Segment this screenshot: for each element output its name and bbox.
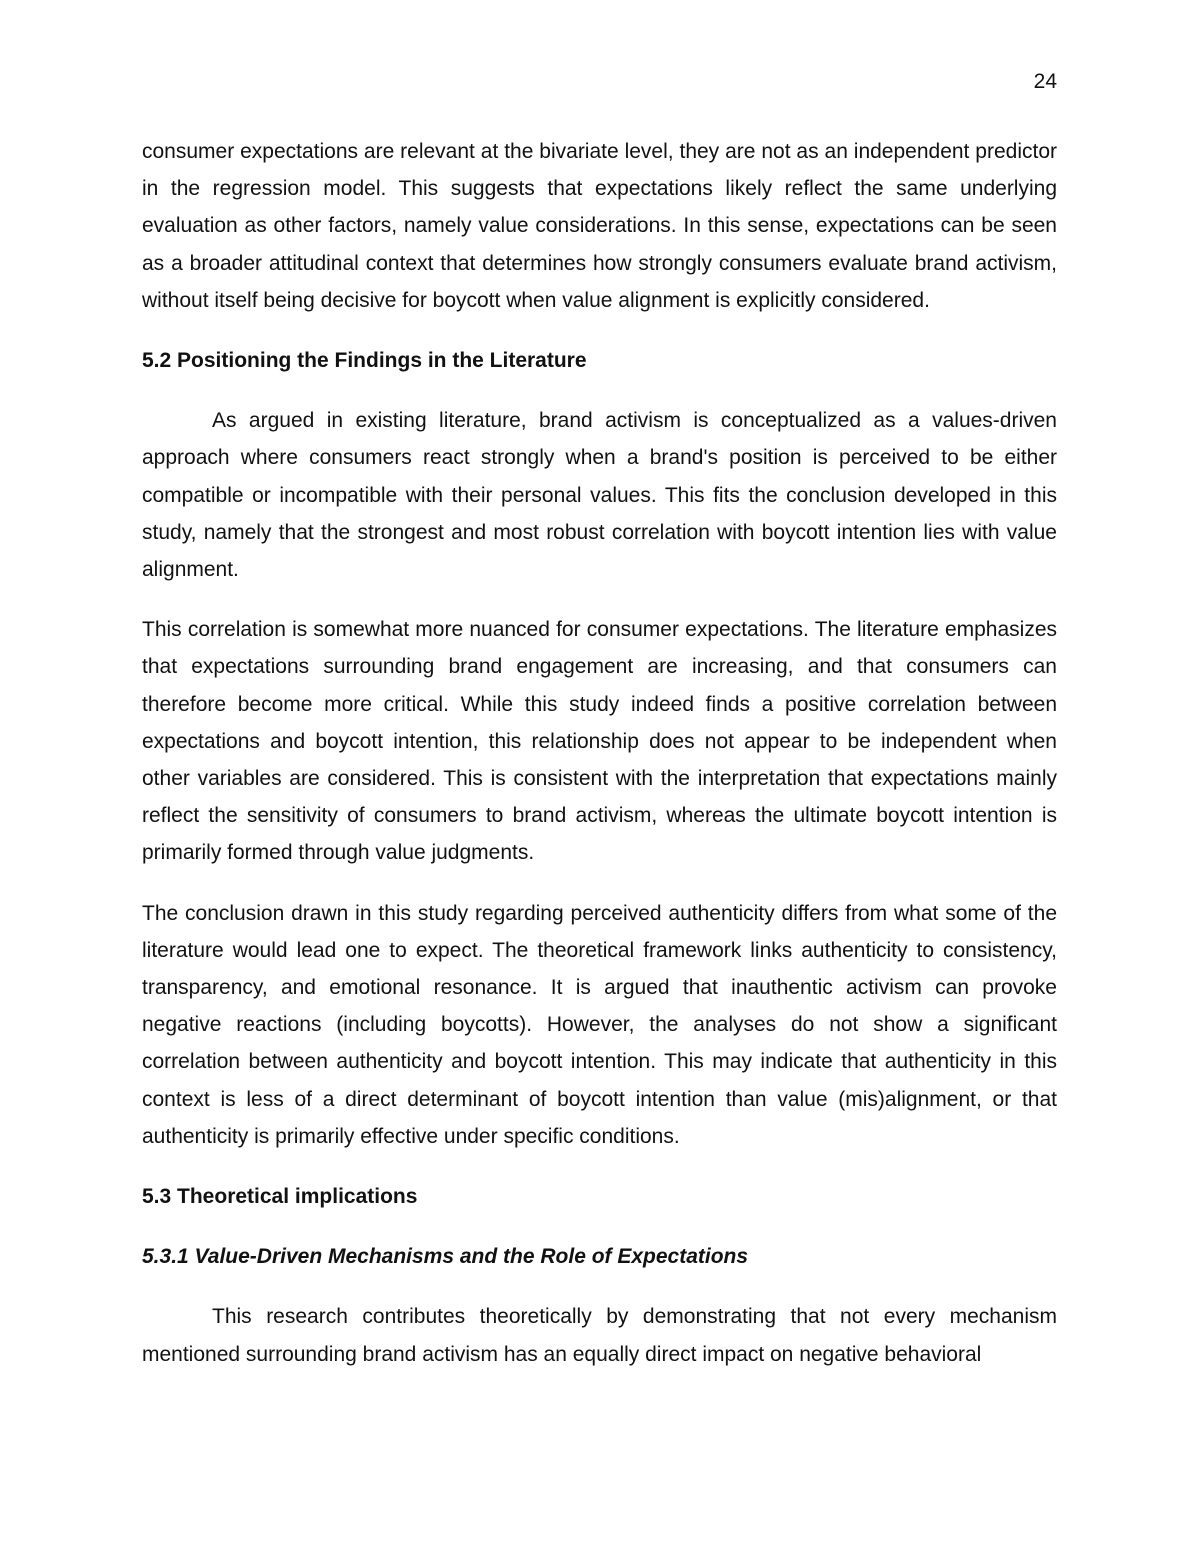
page-content [142,133,1057,1373]
paragraph-authenticity: The conclusion drawn in this study regarding perceived authenticity differs from what some of the literature would lead one to expect. The theoretical framework links authenticity to consistency, transparency, and emotional resonance. It is argued that inauthentic activism can provoke negative reactions (including boycotts). However, the analyses do not show a significant correlation between authenticity and boycott intention. This may indicate that authenticity in this context is less of a direct determinant of boycott intention than value (mis)alignment, or that authenticity is primarily effective under specific conditions. [142,901,1057,1148]
paragraph-expectations-continued: consumer expectations are relevant at the bivariate level, they are not as an independent predictor in the regression model. This suggests that expectations likely reflect the same underlying evaluation as other factors, namely value considerations. In this sense, expectations can be seen as a broader attitudinal context that determines how strongly consumers evaluate brand activism, without itself being decisive for boycott when value alignment is explicitly considered. [142,140,1057,312]
paragraph-theoretical-contribution: This research contributes theoretically by demonstrating that not every mechanism mentioned surrounding brand activism has an equally direct impact on negative behavioral [142,1305,1057,1366]
section-heading-5-2: 5.2 Positioning the Findings in the Literature [142,349,587,373]
section-heading-5-3: 5.3 Theoretical implications [142,1185,418,1209]
subsection-heading-5-3-1: 5.3.1 Value-Driven Mechanisms and the Role of Expectations [142,1245,749,1269]
paragraph-consumer-expectations: This correlation is somewhat more nuanced for consumer expectations. The literature emphasizes that expectations surrounding brand engagement are increasing, and that consumers can therefore become more critical. While this study indeed finds a positive correlation between expectations and boycott intention, this relationship does not appear to be independent when other variables are considered. This is consistent with the interpretation that expectations mainly reflect the sensitivity of consumers to brand activism, whereas the ultimate boycott intention is primarily formed through value judgments. [142,618,1057,865]
page-number: 24 [1033,70,1057,93]
paragraph-values-driven: As argued in existing literature, brand activism is conceptualized as a values-driven approach where consumers react strongly when a brand's position is perceived to be either compatible or incompatible with their personal values. This fits the conclusion developed in this study, namely that the strongest and most robust correlation with boycott intention lies with value alignment. [142,409,1057,582]
